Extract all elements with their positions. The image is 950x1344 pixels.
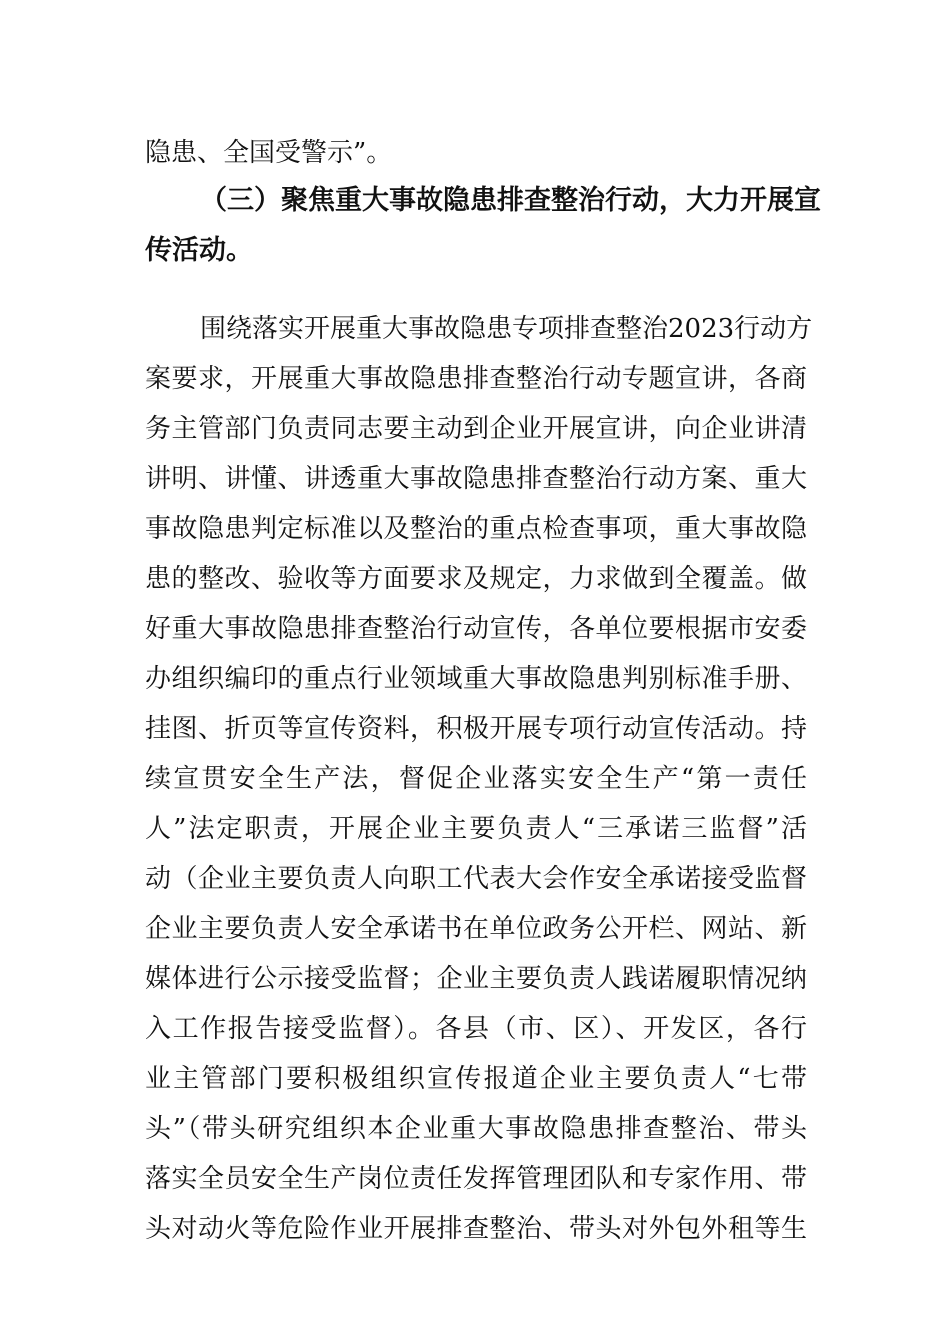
section-heading-line-2: 传活动。 xyxy=(145,235,253,266)
paragraph-line-8: 办组织编印的重点行业领域重大事故隐患判别标准手册、 xyxy=(145,664,807,694)
section-heading-line-1: （三）聚焦重大事故隐患排查整治行动，大力开展宣 xyxy=(200,185,821,216)
paragraph-line-19: 头对动火等危险作业开展排查整治、带头对外包外租等生 xyxy=(145,1214,807,1244)
paragraph-line-13: 企业主要负责人安全承诺书在单位政务公开栏、网站、新 xyxy=(145,914,807,944)
paragraph-line-10: 续宣贯安全生产法，督促企业落实安全生产“第一责任 xyxy=(145,764,807,794)
text-line-1: 隐患、全国受警示”。 xyxy=(145,138,393,168)
paragraph-line-18: 落实全员安全生产岗位责任发挥管理团队和专家作用、带 xyxy=(145,1164,807,1194)
paragraph-line-7: 好重大事故隐患排查整治行动宣传，各单位要根据市安委 xyxy=(145,614,807,644)
paragraph-line-12: 动（企业主要负责人向职工代表大会作安全承诺接受监督 xyxy=(145,864,807,894)
paragraph-line-4: 讲明、讲懂、讲透重大事故隐患排查整治行动方案、重大 xyxy=(145,464,807,494)
paragraph-line-5: 事故隐患判定标准以及整治的重点检查事项，重大事故隐 xyxy=(145,514,807,544)
paragraph-line-15: 入工作报告接受监督）。各县（市、区）、开发区，各行 xyxy=(145,1014,807,1044)
paragraph-line-3: 务主管部门负责同志要主动到企业开展宣讲，向企业讲清 xyxy=(145,414,807,444)
paragraph-line-9: 挂图、折页等宣传资料，积极开展专项行动宣传活动。持 xyxy=(145,714,807,744)
paragraph-line-2: 案要求，开展重大事故隐患排查整治行动专题宣讲，各商 xyxy=(145,364,807,394)
paragraph-line-16: 业主管部门要积极组织宣传报道企业主要负责人“七带 xyxy=(145,1064,807,1094)
paragraph-line-1: 围绕落实开展重大事故隐患专项排查整治2023行动方 xyxy=(200,314,813,344)
paragraph-line-6: 患的整改、验收等方面要求及规定，力求做到全覆盖。做 xyxy=(145,564,807,594)
paragraph-line-14: 媒体进行公示接受监督；企业主要负责人践诺履职情况纳 xyxy=(145,964,807,994)
paragraph-line-11: 人”法定职责，开展企业主要负责人“三承诺三监督”活 xyxy=(145,814,807,844)
paragraph-line-17: 头”（带头研究组织本企业重大事故隐患排查整治、带头 xyxy=(145,1114,807,1144)
